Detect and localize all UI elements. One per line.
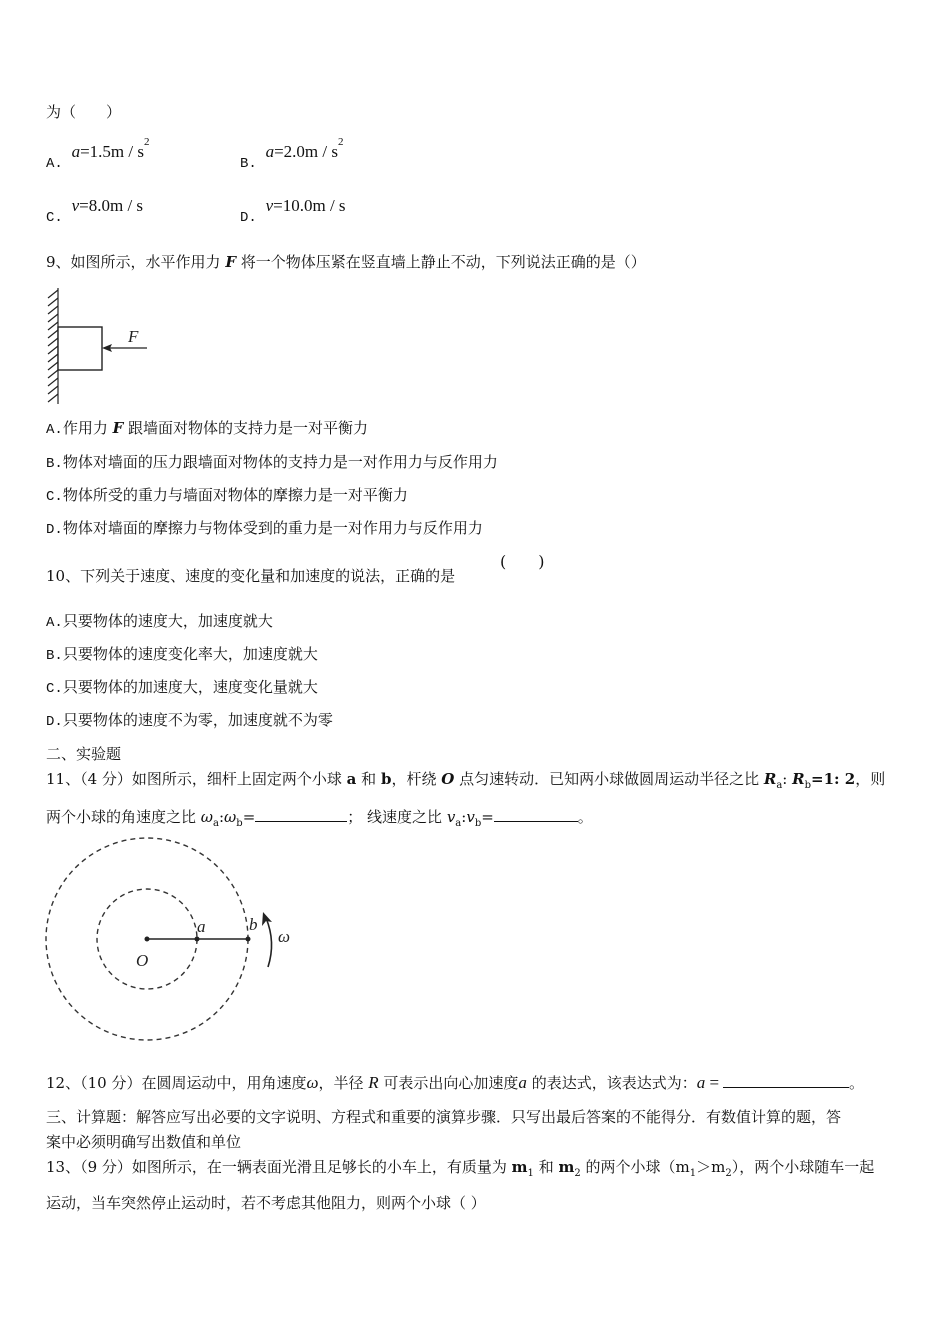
question-10-paren: ( ) <box>500 552 545 571</box>
question-9-option-b: B.物体对墙面的压力跟墙面对物体的支持力是一对作用力与反作用力 <box>46 453 498 472</box>
rotation-arrow <box>262 912 272 967</box>
question-12: 12、（10 分）在圆周运动中，用角速度ω，半径 R 可表示出向心加速度a 的表达式，该表达式为：a = 。 <box>46 1073 865 1092</box>
answer-blank-expression[interactable] <box>723 1073 849 1088</box>
question-9-stem: 9、如图所示，水平作用力 F 将一个物体压紧在竖直墙上静止不动，下列说法正确的是（） <box>46 253 646 271</box>
wall-force-figure <box>44 286 164 410</box>
question-11-line-2: 两个小球的角速度之比 $\omega_a:\omega_b=$ ； 线速度之比 $v_a:v_b=$ 。 <box>46 808 593 829</box>
question-10-option-c: C.只要物体的加速度大，速度变化量就大 <box>46 678 318 697</box>
section-3-line-2: 案中必须明确写出数值和单位 <box>46 1133 242 1151</box>
question-8-tail: 为（ ） <box>46 103 122 121</box>
section-2-title: 二、实验题 <box>46 745 122 763</box>
label-b: b <box>249 915 258 934</box>
ball-b <box>246 937 251 942</box>
section-3-line-1: 三、计算题：解答应写出必要的文字说明、方程式和重要的演算步骤．只写出最后答案的不能得分．有数值计算的题，答 <box>46 1108 842 1126</box>
circular-motion-figure <box>40 830 310 1050</box>
label-O: O <box>136 951 149 970</box>
option-c: C. v=8.0m / s <box>46 196 144 226</box>
question-13-line-2: 运动，当车突然停止运动时，若不考虑其他阻力，则两个小球（ ） <box>46 1194 486 1212</box>
ball-a <box>195 937 200 942</box>
question-10-option-a: A.只要物体的速度大，加速度就大 <box>46 612 273 631</box>
question-9-option-c: C.物体所受的重力与墙面对物体的摩擦力是一对平衡力 <box>46 486 408 505</box>
question-10-option-d: D.只要物体的速度不为零，加速度就不为零 <box>46 711 333 730</box>
block <box>58 327 102 370</box>
center-point <box>145 937 150 942</box>
answer-blank-angular[interactable] <box>255 807 347 822</box>
option-b: B. $a=2.0m / s^2$ <box>240 136 344 172</box>
force-arrow <box>102 344 147 352</box>
label-a: a <box>197 917 206 936</box>
question-10-stem: 10、下列关于速度、速度的变化量和加速度的说法，正确的是 <box>46 567 456 585</box>
option-d: D. v=10.0m / s <box>240 196 346 226</box>
answer-blank-linear[interactable] <box>494 807 578 822</box>
label-omega: ω <box>278 927 291 946</box>
question-10-option-b: B.只要物体的速度变化率大，加速度就大 <box>46 645 318 664</box>
question-11-line-1: 11、（4 分）如图所示，细杆上固定两个小球 a 和 b，杆绕 O 点匀速转动．已知两小球做圆周运动半径之比 $R_a$: $R_b=1$: 2，则 <box>46 770 886 791</box>
question-13-line-1: 13、（9 分）如图所示，在一辆表面光滑且足够长的小车上，有质量为 $m_1$ 和 $m_2$ 的两个小球$(m_1>m_2)$，两个小球随车一起 <box>46 1158 875 1179</box>
force-label: F <box>128 327 139 346</box>
question-9-option-d: D.物体对墙面的摩擦力与物体受到的重力是一对作用力与反作用力 <box>46 519 483 538</box>
wall-hatching <box>48 288 58 404</box>
option-a: A. $a=1.5m / s^2$ <box>46 136 150 172</box>
question-9-option-a: A.作用力 F 跟墙面对物体的支持力是一对平衡力 <box>46 419 369 438</box>
